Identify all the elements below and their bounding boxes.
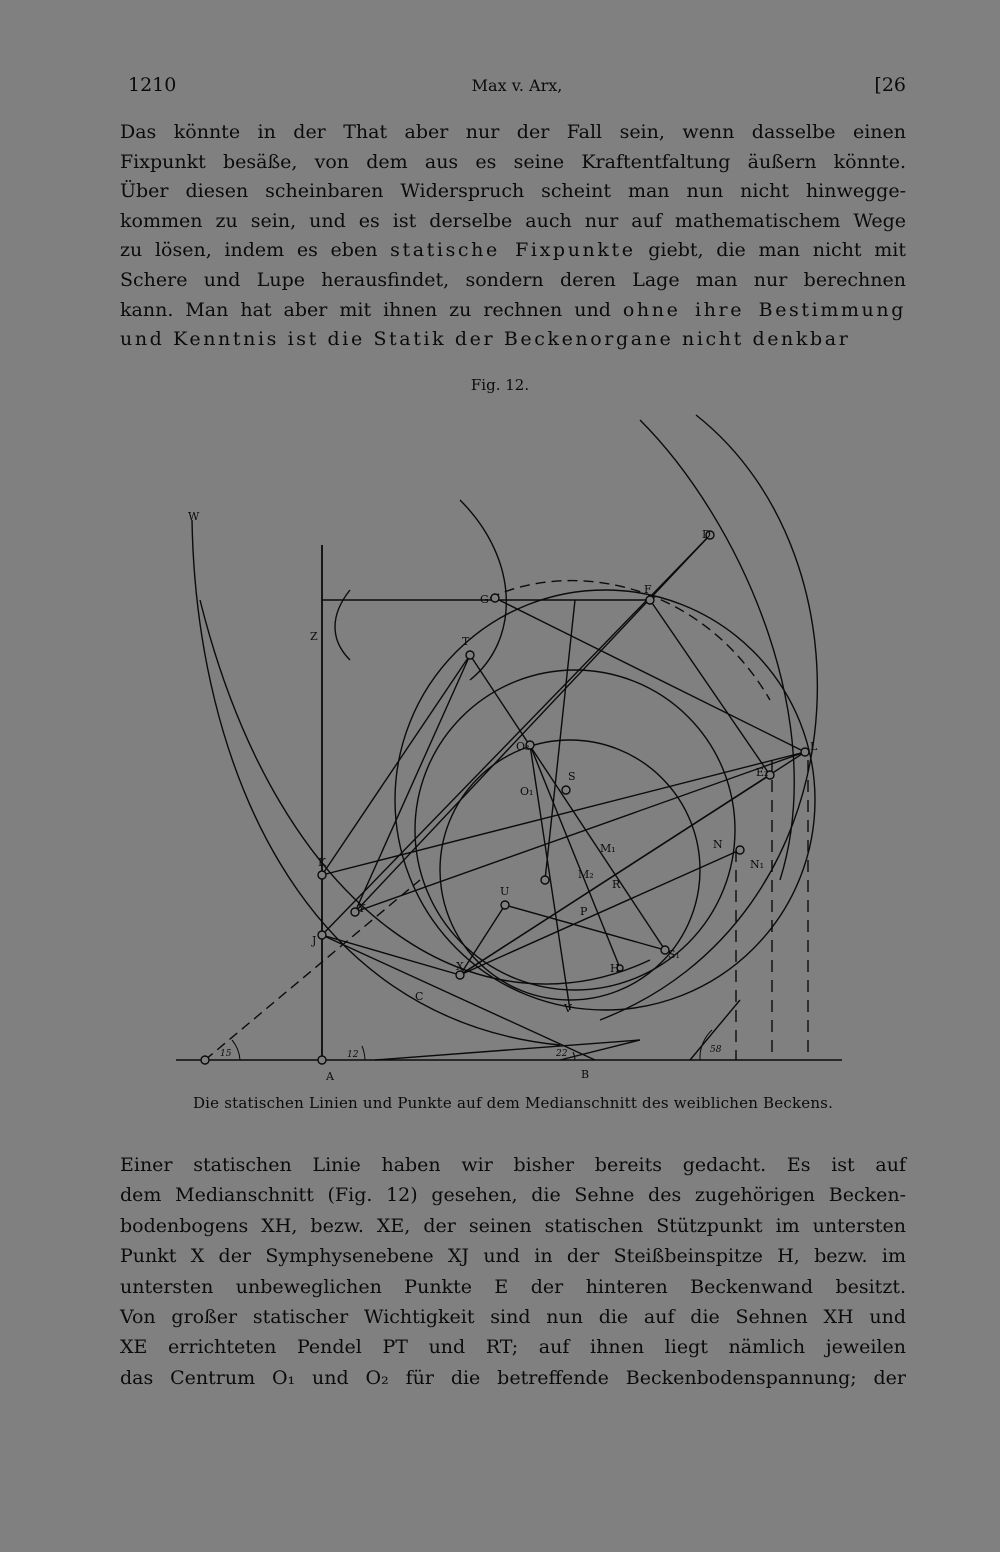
label-v: V bbox=[564, 1002, 572, 1015]
line-ty bbox=[355, 655, 470, 912]
line-yd bbox=[355, 535, 710, 912]
text-line: untersten unbeweglichen Punkte E der hinteren Beckenwand besitzt. bbox=[120, 1275, 906, 1298]
line-jb bbox=[322, 935, 595, 1060]
text-line: das Centrum O₁ und O₂ für die betreffende Beckenbodenspannung; der bbox=[120, 1366, 906, 1389]
text-segment: giebt, die man nicht mit bbox=[648, 239, 906, 262]
text-segment: kann. Man hat aber mit ihnen zu rechnen und bbox=[120, 298, 611, 321]
text-line: Punkt X der Symphysenebene XJ und in der Steißbeinspitze H, bezw. im bbox=[120, 1245, 906, 1268]
text-line: dem Medianschnitt (Fig. 12) gesehen, die Sehne des zugehörigen Becken- bbox=[120, 1184, 906, 1207]
page-number: 1210 bbox=[128, 74, 177, 96]
angle-label: 12 bbox=[347, 1050, 359, 1060]
point bbox=[646, 596, 654, 604]
point bbox=[201, 1056, 209, 1064]
label-a: A bbox=[326, 1070, 334, 1083]
dashed-arc bbox=[490, 581, 770, 700]
label-c: C bbox=[415, 990, 424, 1003]
figure-caption: Die statischen Linien und Punkte auf dem Medianschnitt des weiblichen Beckens. bbox=[192, 1094, 834, 1112]
label-d: D bbox=[702, 528, 711, 541]
text-line: Über diesen scheinbaren Widerspruch scheint man nun nicht hinwegge- bbox=[120, 180, 906, 203]
line-jd bbox=[322, 535, 710, 935]
text-line: Schere und Lupe herausfindet, sondern deren Lage man nur berechnen bbox=[120, 268, 906, 291]
label-w: W bbox=[188, 510, 200, 523]
line-o1 bbox=[530, 745, 570, 1010]
label-g: G bbox=[480, 593, 489, 606]
text-segment: zu lösen, indem es eben bbox=[120, 239, 378, 262]
label-k: K bbox=[318, 856, 327, 869]
text-line: XE errichteten Pendel PT und RT; auf ihnen liegt nämlich jeweilen bbox=[120, 1336, 906, 1359]
point bbox=[491, 594, 499, 602]
emphasis-text: statische Fixpunkte bbox=[390, 239, 636, 262]
point bbox=[562, 786, 570, 794]
label-z: Z bbox=[310, 630, 318, 643]
label-s1: S₁ bbox=[668, 948, 680, 961]
label-l: L bbox=[810, 740, 818, 753]
text-line: kommen zu sein, und es ist derselbe auch nur auf mathematischem Wege bbox=[120, 209, 906, 232]
label-j: J bbox=[312, 934, 317, 947]
line-gl bbox=[495, 598, 805, 752]
label-t: T bbox=[462, 635, 470, 648]
angle-arc bbox=[362, 1046, 365, 1060]
angle-label: 15 bbox=[220, 1049, 232, 1059]
dashed-line-a bbox=[205, 880, 420, 1060]
label-y: Y bbox=[358, 902, 366, 915]
text-line: Fixpunkt besäße, von dem aus es seine Kraftentfaltung äußern könnte. bbox=[120, 150, 906, 173]
label-f: F bbox=[644, 583, 652, 596]
emphasis-text: ohne ihre Bestimmung bbox=[622, 298, 906, 321]
point bbox=[801, 748, 809, 756]
line-fe bbox=[650, 600, 770, 775]
outer-curve-right bbox=[600, 415, 817, 1020]
figure-label: Fig. 12. bbox=[470, 376, 530, 394]
label-h: H bbox=[610, 962, 620, 975]
point bbox=[318, 931, 326, 939]
label-n1: N₁ bbox=[750, 858, 765, 871]
angle-arc bbox=[232, 1040, 240, 1060]
point bbox=[736, 846, 744, 854]
line-xh bbox=[460, 850, 740, 975]
text-line: Von großer statischer Wichtigkeit sind nun die auf die Sehnen XH und bbox=[120, 1305, 906, 1328]
angle-label: 58 bbox=[710, 1045, 722, 1055]
circle-mid bbox=[415, 670, 735, 990]
point bbox=[466, 651, 474, 659]
angle-label: 22 bbox=[556, 1049, 568, 1059]
label-u: U bbox=[500, 885, 510, 898]
line-xe bbox=[460, 775, 770, 975]
label-e2: E₂ bbox=[756, 766, 769, 779]
label-x: X bbox=[456, 960, 464, 973]
running-title: Max v. Arx, bbox=[471, 76, 563, 95]
point bbox=[318, 871, 326, 879]
label-m1: M₁ bbox=[600, 842, 616, 855]
label-r: R bbox=[612, 878, 621, 891]
text-line: Das könnte in der That aber nur der Fall sein, wenn dasselbe einen bbox=[120, 121, 906, 143]
paragraph-2 bbox=[120, 1150, 906, 1393]
line-kt bbox=[322, 655, 470, 875]
bracket-number: [26 bbox=[874, 74, 906, 96]
label-m2: M₂ bbox=[578, 868, 594, 881]
line-jx bbox=[322, 935, 460, 975]
label-o1: O₁ bbox=[520, 785, 534, 798]
point bbox=[501, 901, 509, 909]
point bbox=[318, 1056, 326, 1064]
label-s: S bbox=[568, 770, 576, 783]
curve-wall bbox=[640, 420, 794, 880]
label-b: B bbox=[581, 1068, 590, 1081]
emphasis-line: und Kenntnis ist die Statik der Beckenorgane nicht denkbar bbox=[120, 328, 851, 351]
label-n: N bbox=[713, 838, 723, 851]
text-line: Einer statischen Linie haben wir bisher bereits gedacht. Es ist auf bbox=[120, 1154, 906, 1176]
outer-curve-left bbox=[192, 520, 560, 1045]
label-p: P bbox=[580, 905, 588, 918]
text-line: bodenbogens XH, bezw. XE, der seinen statischen Stützpunkt im untersten bbox=[120, 1214, 906, 1237]
label-o2: O₂ bbox=[516, 740, 530, 753]
point bbox=[541, 876, 549, 884]
